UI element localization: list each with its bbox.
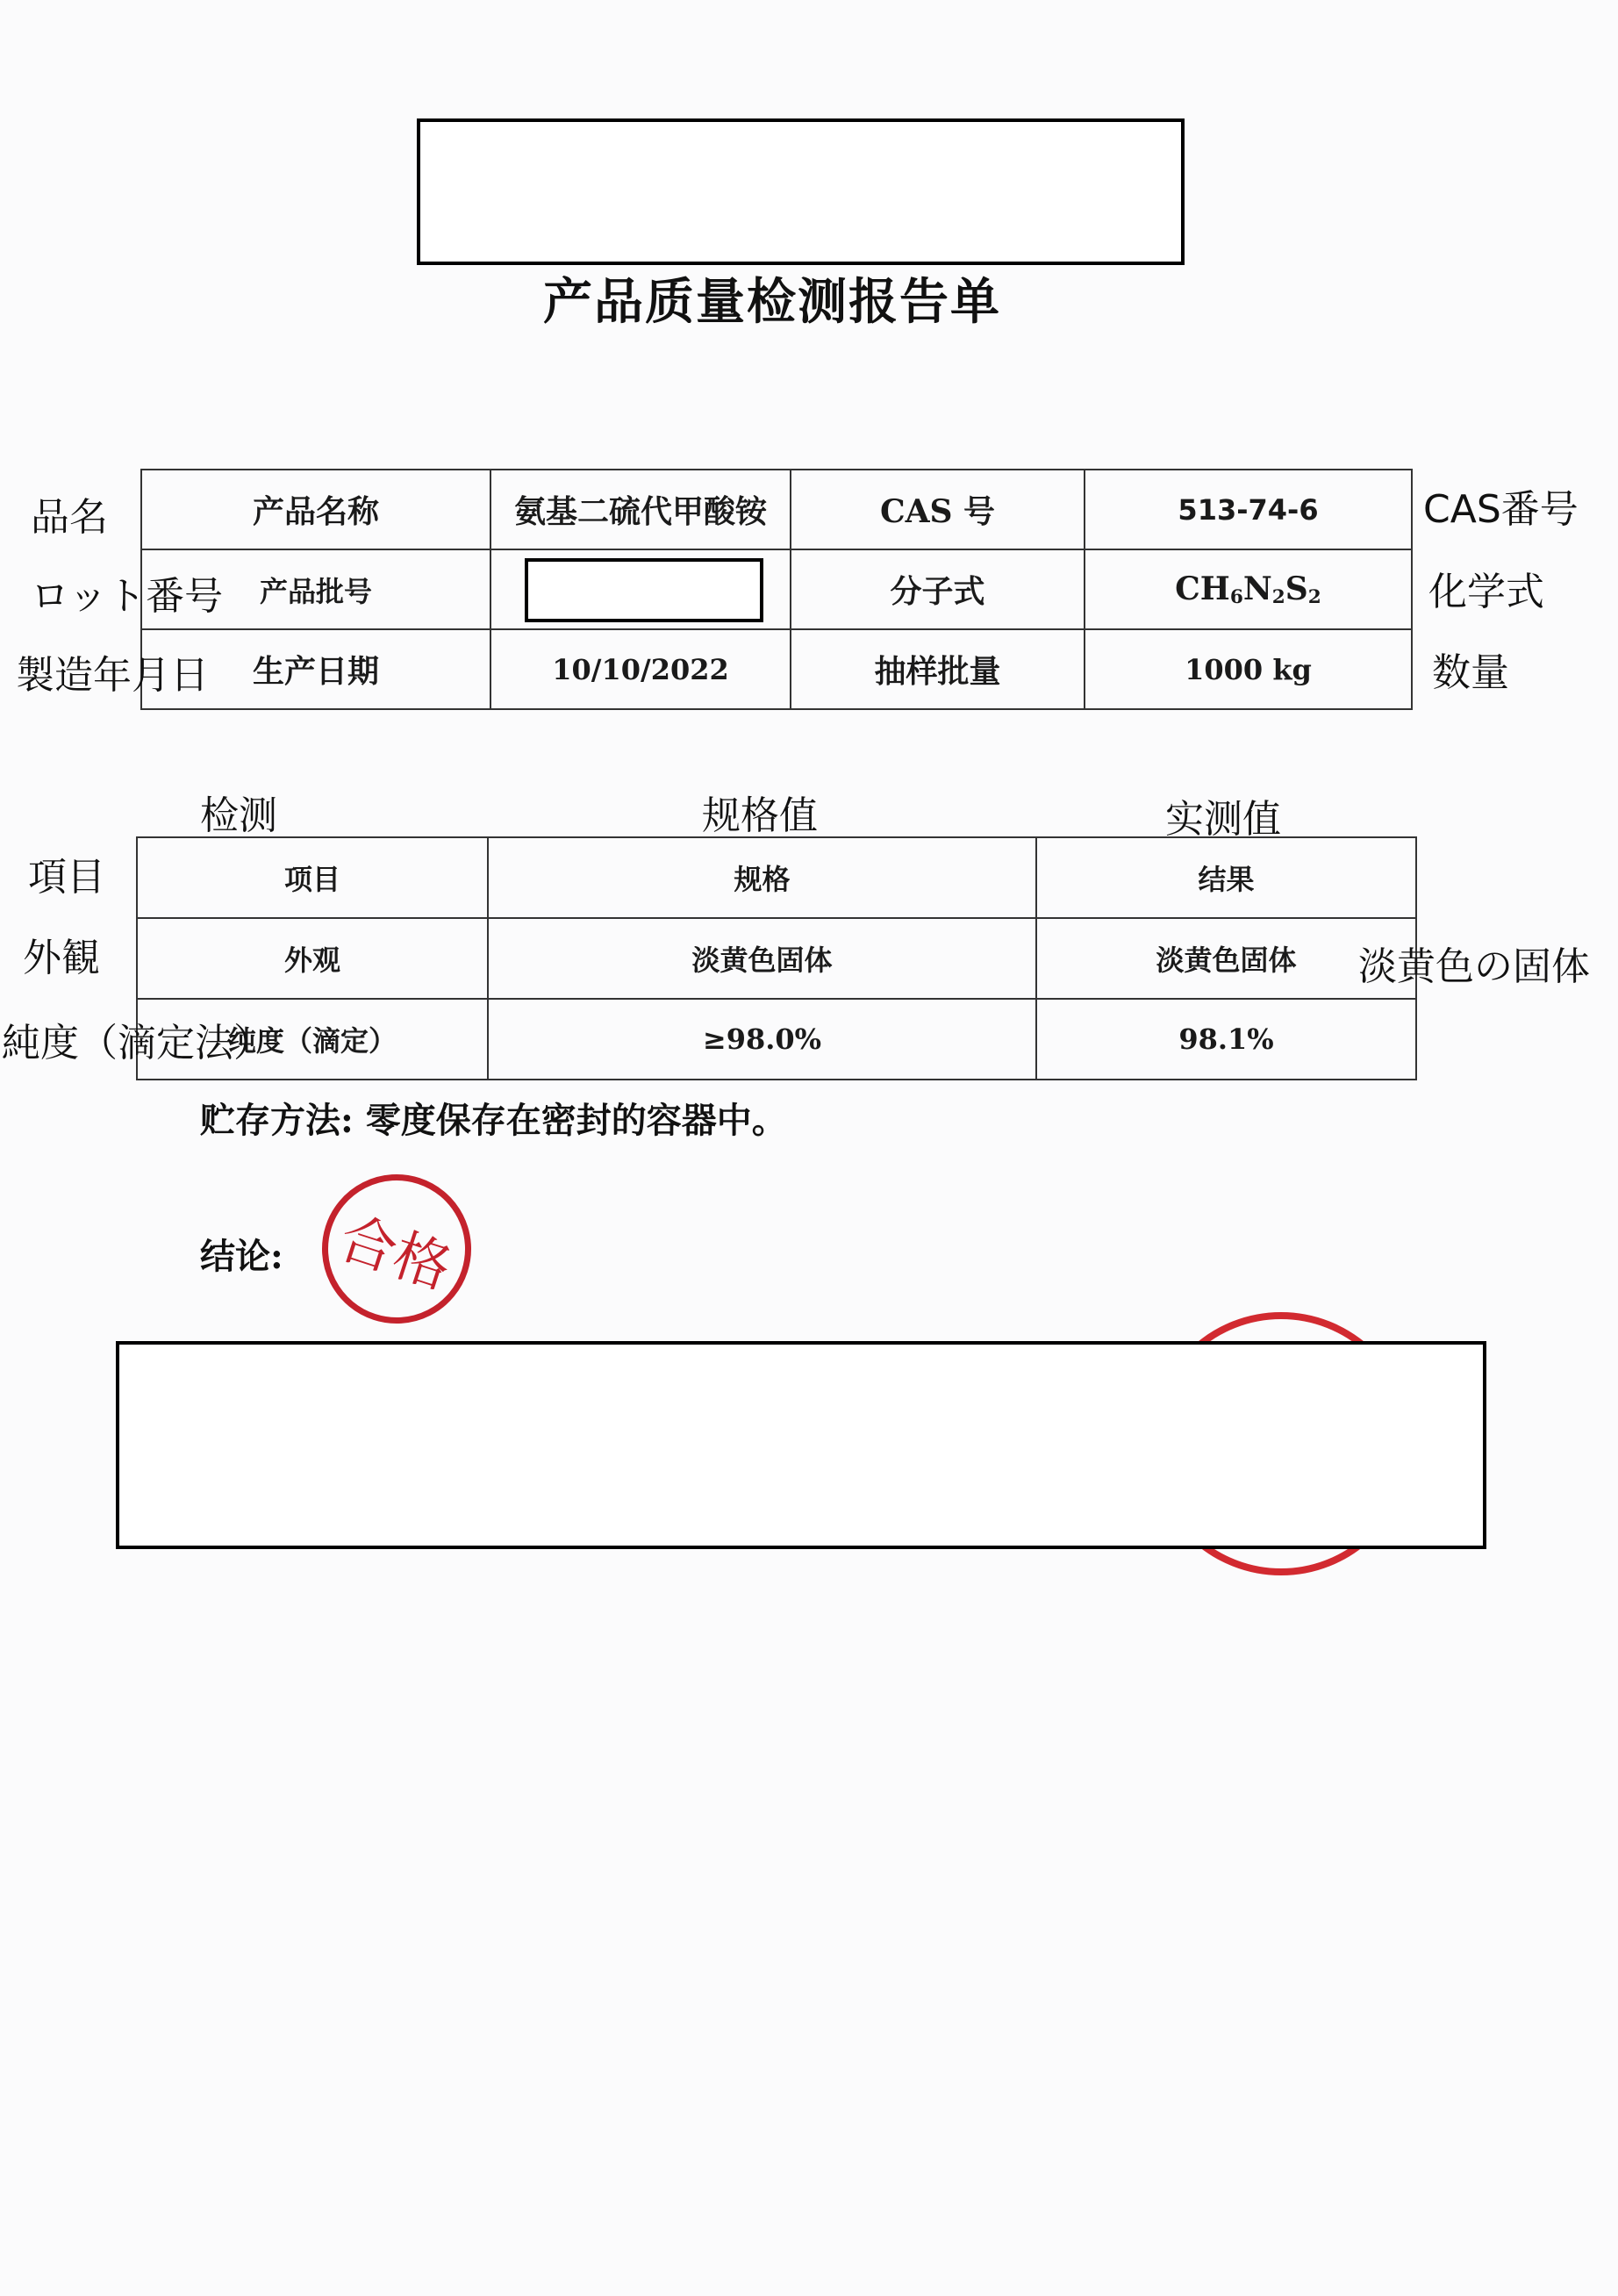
pass-stamp-text: 合格: [331, 1205, 459, 1302]
table-row: [141, 629, 1412, 709]
product-name-label: 产品名称: [141, 470, 490, 549]
appearance-result: 淡黄色固体: [1036, 918, 1416, 999]
heading-test: 检测: [200, 793, 277, 838]
sample-quantity-label: 抽样批量: [791, 629, 1085, 709]
annotation-pale-yellow-solid: 淡黄色の固体: [1358, 944, 1590, 989]
cas-label: CAS 号: [791, 470, 1085, 549]
heading-measured-value: 实测值: [1165, 797, 1281, 842]
redacted-header-box: [417, 118, 1185, 265]
pass-stamp: [303, 1155, 490, 1343]
formula-label: 分子式: [791, 549, 1085, 629]
table-row: [137, 999, 1416, 1080]
storage-method: 贮存方法: 零度保存在密封的容器中。: [200, 1100, 787, 1141]
annotation-appearance: 外観: [23, 936, 100, 980]
purity-label: 纯度（滴定）: [137, 999, 488, 1080]
report-title: 产品质量检测报告单: [543, 273, 1001, 331]
info-table: [140, 469, 1413, 710]
appearance-spec: 淡黄色固体: [488, 918, 1036, 999]
purity-result: 98.1%: [1036, 999, 1416, 1080]
table-row: [141, 549, 1412, 629]
annotation-item: 項目: [28, 855, 105, 900]
annotation-purity: 純度（滴定法）: [2, 1021, 272, 1065]
table-row: [137, 918, 1416, 999]
annotation-lot-number: ロット番号: [31, 574, 224, 619]
table-row: [141, 470, 1412, 549]
annotation-quantity: 数量: [1432, 650, 1509, 695]
table-row: [137, 837, 1416, 918]
production-date-label: 生产日期: [141, 629, 490, 709]
heading-spec-value: 规格值: [702, 793, 818, 838]
annotation-manufacture-date: 製造年月日: [16, 653, 209, 698]
annotation-product-name: 品名: [31, 495, 108, 540]
purity-spec: ≥98.0%: [488, 999, 1036, 1080]
test-table: [136, 836, 1417, 1080]
header-spec: 规格: [488, 837, 1036, 918]
sample-quantity-value: 1000 kg: [1085, 629, 1412, 709]
header-result: 结果: [1036, 837, 1416, 918]
header-item: 项目: [137, 837, 488, 918]
formula-value: $CH_6N_2S_2$: [1085, 549, 1412, 629]
batch-number-label: 产品批号: [141, 549, 490, 629]
production-date-value: 10/10/2022: [490, 629, 791, 709]
redacted-footer-box: [116, 1341, 1486, 1549]
product-name-value: 氨基二硫代甲酸铵: [490, 470, 791, 549]
annotation-cas-number: CAS番号: [1423, 487, 1579, 532]
appearance-label: 外观: [137, 918, 488, 999]
annotation-chemical-formula: 化学式: [1428, 570, 1544, 614]
cas-value: 513-74-6: [1085, 470, 1412, 549]
conclusion-label: 结论:: [200, 1236, 283, 1277]
redacted-batch-number: [525, 558, 763, 622]
